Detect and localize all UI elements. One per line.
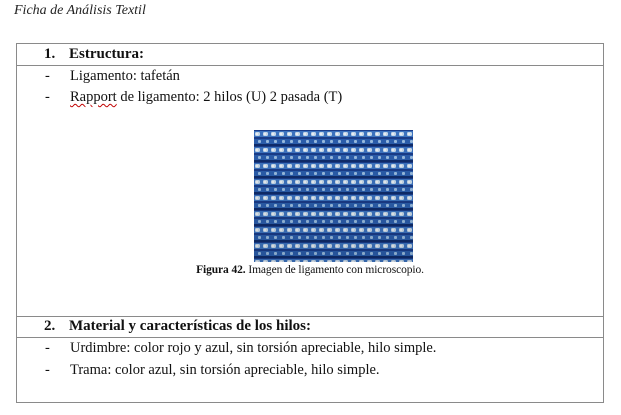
section-2-number: 2. — [44, 318, 56, 334]
section-1-divider — [17, 65, 603, 66]
bullet-text: Trama: color azul, sin torsión apreciable, hilo simple. — [70, 362, 380, 378]
section-1-title: Estructura: — [69, 46, 144, 62]
weave-pattern-graphic — [254, 130, 413, 262]
section-1-bullet-1 — [45, 68, 180, 85]
bullet-text: Urdimbre: color rojo y azul, sin torsión apreciable, hilo simple. — [70, 340, 437, 356]
figure-label: Figura 42. — [196, 264, 246, 276]
bullet-marker: - — [45, 362, 50, 378]
figure-caption — [17, 264, 603, 276]
document-title: Ficha de Análisis Textil — [14, 3, 146, 18]
figure-caption-text: Imagen de ligamento con microscopio. — [245, 264, 424, 276]
section-1-heading — [44, 46, 144, 63]
bullet-text: de ligamento: 2 hilos (U) 2 pasada (T) — [116, 89, 343, 105]
section-2-divider — [17, 337, 603, 338]
section-2-heading — [44, 318, 311, 335]
bullet-marker: - — [45, 89, 50, 105]
section-1-number: 1. — [44, 46, 56, 62]
section-2-top-divider — [17, 316, 603, 317]
bullet-text: Ligamento: tafetán — [70, 68, 180, 84]
spellcheck-word[interactable]: Rapport — [70, 89, 117, 105]
section-2-title: Material y características de los hilos: — [69, 318, 312, 334]
analysis-table — [16, 43, 604, 403]
weave-microscope-image — [254, 130, 413, 262]
section-1-bullet-2 — [45, 89, 342, 106]
bullet-marker: - — [45, 340, 50, 356]
section-2-bullet-1 — [45, 340, 436, 357]
section-2-bullet-2 — [45, 362, 380, 379]
bullet-marker: - — [45, 68, 50, 84]
